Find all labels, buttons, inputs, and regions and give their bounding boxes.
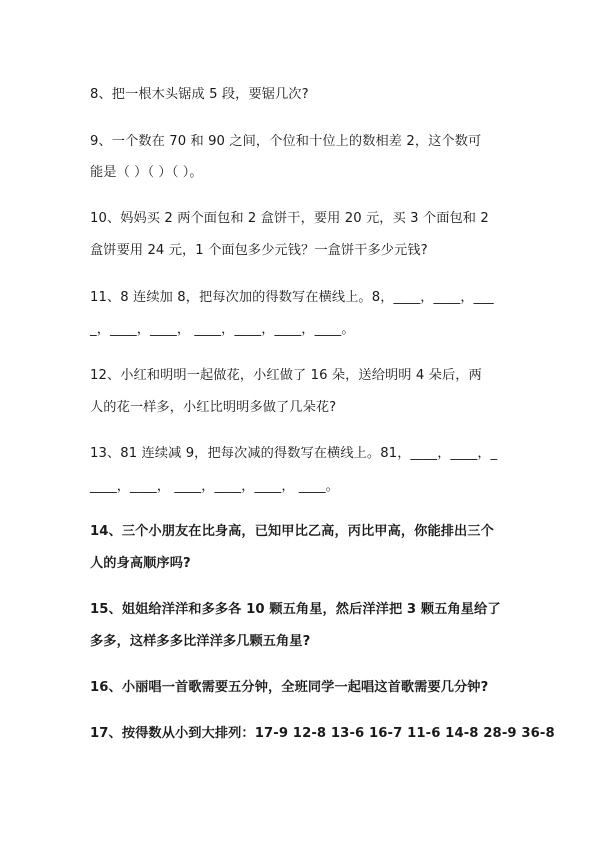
question-8-line-1: 8、把一根木头锯成 5 段，要锯几次?: [90, 87, 309, 102]
question-12-line-1: 12、小红和明明一起做花，小红做了 16 朵，送给明明 4 朵后，两: [90, 368, 482, 383]
question-10-line-1: 10、妈妈买 2 两个面包和 2 盒饼干，要用 20 元，买 3 个面包和 2: [90, 211, 489, 226]
question-10-line-2: 盒饼要用 24 元，1 个面包多少元钱？一盒饼干多少元钱?: [90, 243, 428, 258]
question-11-line-1: 11、8 连续加 8，把每次加的得数写在横线上。8，____，____，___: [90, 290, 494, 305]
question-9-line-2: 能是（ ）（ ）（ ）。: [90, 165, 203, 180]
question-13-line-2: ____，____， ____，____，____， ____。: [90, 479, 339, 494]
question-14-line-2: 人的身高顺序吗?: [90, 556, 191, 571]
question-11-line-2: _，____，____， ____，____，____，____。: [90, 322, 355, 337]
question-13-line-1: 13、81 连续减 9，把每次减的得数写在横线上。81，____，____，_: [90, 446, 498, 461]
question-14-line-1: 14、三个小朋友在比身高，已知甲比乙高，丙比甲高，你能排出三个: [90, 524, 494, 539]
question-12-line-2: 人的花一样多，小红比明明多做了几朵花?: [90, 400, 337, 415]
question-17-line-1: 17、按得数从小到大排列：17-9 12-8 13-6 16-7 11-6 14-8 28-9 36-8: [90, 726, 555, 741]
question-15-line-1: 15、姐姐给洋洋和多多各 10 颗五角星，然后洋洋把 3 颗五角星给了: [90, 602, 501, 617]
question-16-line-1: 16、小丽唱一首歌需要五分钟，全班同学一起唱这首歌需要几分钟?: [90, 680, 489, 695]
question-9-line-1: 9、一个数在 70 和 90 之间，个位和十位上的数相差 2，这个数可: [90, 134, 482, 149]
question-15-line-2: 多多，这样多多比洋洋多几颗五角星?: [90, 634, 311, 649]
